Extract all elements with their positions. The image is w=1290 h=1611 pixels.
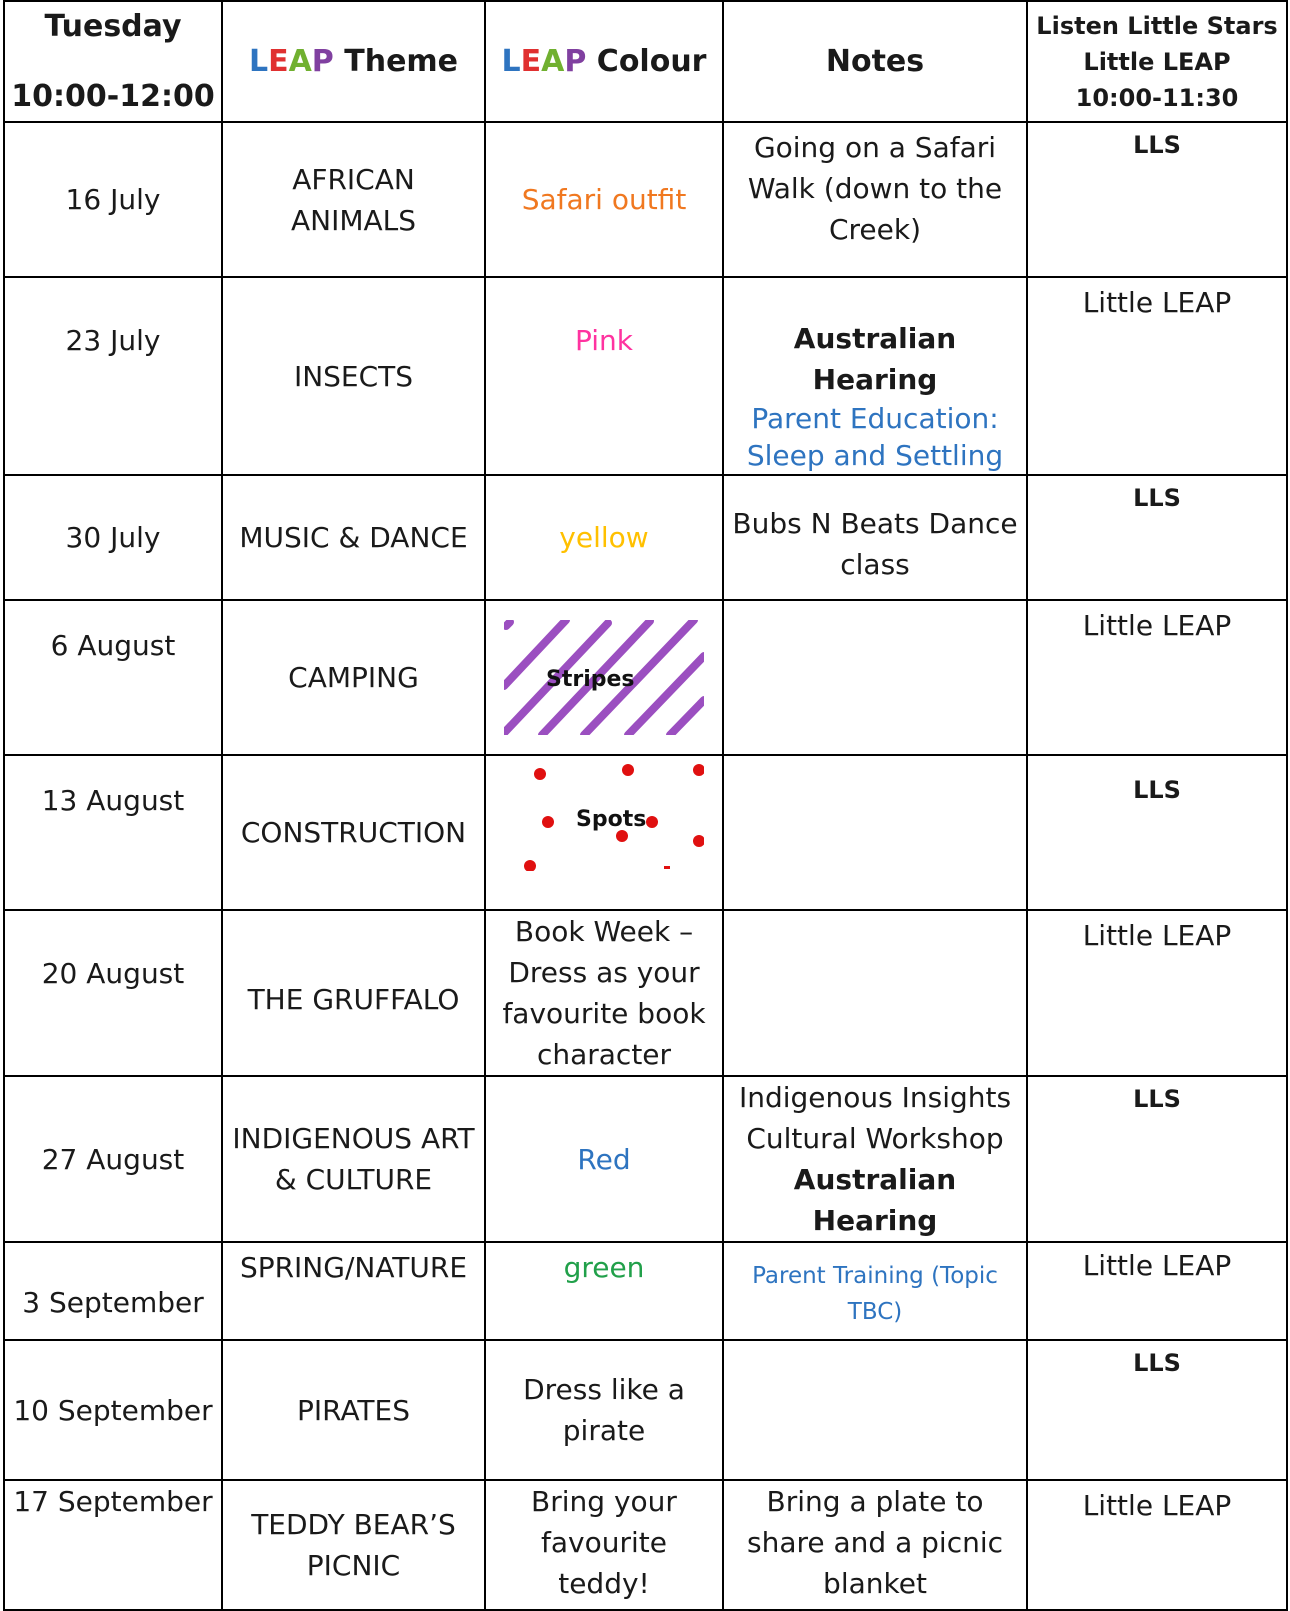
program-cell: LLS (1027, 122, 1287, 277)
table-row (4, 277, 1287, 475)
notes-text: Parent Education: Sleep and Settling (746, 402, 1004, 472)
header-colour (485, 1, 723, 122)
header-program-line2: Little LEAP (1083, 47, 1231, 76)
theme-cell: THE GRUFFALO (222, 910, 485, 1076)
date-cell: 27 August (4, 1076, 222, 1242)
header-program (1027, 1, 1287, 122)
notes-cell (723, 910, 1027, 1076)
header-notes: Notes (723, 1, 1027, 122)
colour-cell: Red (485, 1076, 723, 1242)
leap-logo-text: LEAP (248, 44, 334, 79)
header-day: Tuesday (44, 8, 182, 44)
notes-cell (723, 755, 1027, 910)
program-cell: Little LEAP (1027, 1242, 1287, 1340)
notes-bold-text: Australian Hearing (793, 1163, 957, 1237)
notes-cell: Bubs N Beats Dance class (723, 475, 1027, 600)
program-cell: Little LEAP (1027, 1480, 1287, 1610)
theme-cell: AFRICAN ANIMALS (222, 122, 485, 277)
table-row (4, 1076, 1287, 1242)
table-row (4, 600, 1287, 755)
table-row (4, 755, 1287, 910)
header-row (4, 1, 1287, 122)
colour-cell: yellow (485, 475, 723, 600)
header-theme (222, 1, 485, 122)
date-cell: 10 September (4, 1340, 222, 1480)
table-row (4, 1242, 1287, 1340)
date-cell: 6 August (4, 600, 222, 755)
date-cell: 23 July (4, 277, 222, 475)
colour-cell-label: Spots (576, 807, 647, 832)
header-time: 10:00-12:00 (11, 78, 215, 114)
date-cell: 17 September (4, 1480, 222, 1610)
colour-cell-label: Stripes (546, 667, 635, 692)
table-row (4, 1480, 1287, 1610)
leap-logo-text: LEAP (501, 44, 587, 79)
date-cell: 3 September (4, 1242, 222, 1340)
notes-cell: Parent Training (Topic TBC) (723, 1242, 1027, 1340)
header-program-line1: Listen Little Stars (1036, 11, 1278, 40)
notes-text: Indigenous Insights Cultural Workshop (738, 1081, 1012, 1155)
schedule-table (3, 0, 1288, 1611)
date-cell: 16 July (4, 122, 222, 277)
notes-cell (723, 1076, 1027, 1242)
stripes-pattern-image (504, 620, 704, 735)
theme-cell: INDIGENOUS ART & CULTURE (222, 1076, 485, 1242)
header-day-cell (4, 1, 222, 122)
date-cell: 30 July (4, 475, 222, 600)
colour-cell (485, 600, 723, 755)
theme-cell: CAMPING (222, 600, 485, 755)
table-row (4, 910, 1287, 1076)
colour-cell: Safari outfit (485, 122, 723, 277)
spots-pattern-image (504, 756, 704, 871)
program-cell: LLS (1027, 475, 1287, 600)
date-cell: 20 August (4, 910, 222, 1076)
colour-cell: Bring your favourite teddy! (485, 1480, 723, 1610)
program-cell: LLS (1027, 755, 1287, 910)
table-row (4, 475, 1287, 600)
theme-cell: PIRATES (222, 1340, 485, 1480)
theme-cell: MUSIC & DANCE (222, 475, 485, 600)
date-cell: 13 August (4, 755, 222, 910)
header-program-line3: 10:00-11:30 (1075, 83, 1239, 112)
program-cell: LLS (1027, 1076, 1287, 1242)
colour-cell: Pink (485, 277, 723, 475)
colour-cell: Dress like a pirate (485, 1340, 723, 1480)
colour-cell: Book Week – Dress as your favourite book character (485, 910, 723, 1076)
header-colour-label: Colour (596, 44, 707, 79)
program-cell: LLS (1027, 1340, 1287, 1480)
theme-cell: INSECTS (222, 277, 485, 475)
notes-cell (723, 1340, 1027, 1480)
notes-cell (723, 277, 1027, 475)
notes-cell (723, 600, 1027, 755)
table-row (4, 1340, 1287, 1480)
colour-cell (485, 755, 723, 910)
program-cell: Little LEAP (1027, 600, 1287, 755)
colour-cell: green (485, 1242, 723, 1340)
theme-cell: TEDDY BEAR’S PICNIC (222, 1480, 485, 1610)
program-cell: Little LEAP (1027, 910, 1287, 1076)
notes-cell: Going on a Safari Walk (down to the Creek) (723, 122, 1027, 277)
notes-bold-text: Australian Hearing (793, 322, 957, 396)
notes-cell: Bring a plate to share and a picnic blanket (723, 1480, 1027, 1610)
table-row (4, 122, 1287, 277)
program-cell: Little LEAP (1027, 277, 1287, 475)
theme-cell: CONSTRUCTION (222, 755, 485, 910)
theme-cell: SPRING/NATURE (222, 1242, 485, 1340)
header-theme-label: Theme (344, 44, 459, 79)
